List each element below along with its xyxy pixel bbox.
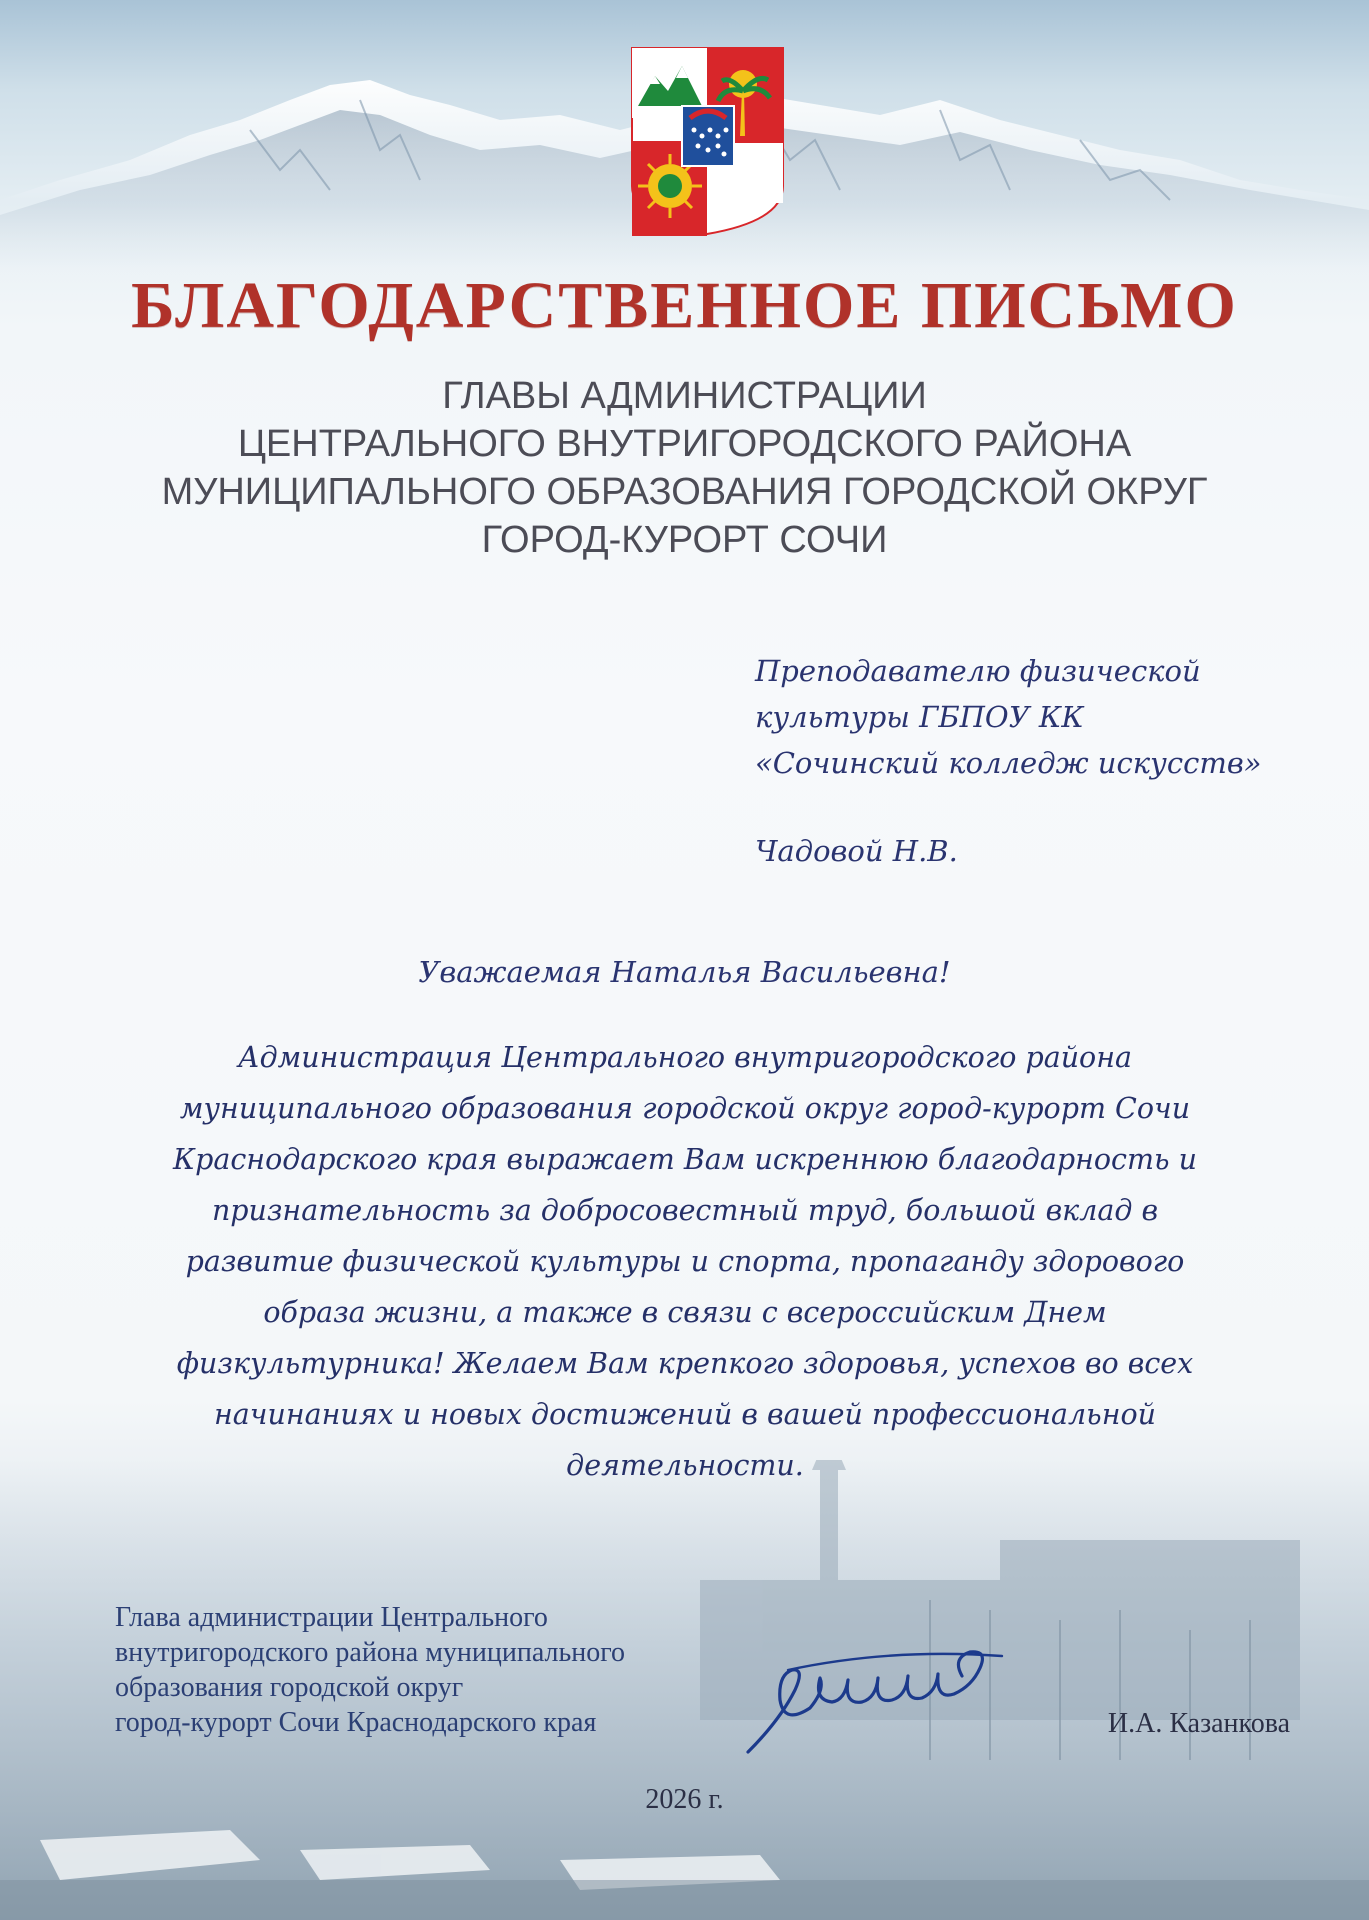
body-line: начинаниях и новых достижений в вашей профессиональной (214, 1398, 1156, 1431)
recipient-line: культуры ГБПОУ КК (755, 700, 1084, 734)
issuer-line: ЦЕНТРАЛЬНОГО ВНУТРИГОРОДСКОГО РАЙОНА (237, 423, 1132, 465)
letter-body (150, 1032, 1220, 1491)
issuer-line: МУНИЦИПАЛЬНОГО ОБРАЗОВАНИЯ ГОРОДСКОЙ ОКРУГ (161, 471, 1208, 513)
sochi-coat-of-arms-emblem (630, 46, 785, 236)
issuer-block (0, 372, 1369, 564)
signatory-position-line: внутригородского района муниципального (115, 1637, 626, 1668)
signatory-position (115, 1600, 755, 1740)
body-line: Краснодарского края выражает Вам искреннюю благодарность и (173, 1143, 1197, 1176)
signatory-position-line: город-курорт Сочи Краснодарского края (115, 1707, 597, 1738)
recipient-name: Чадовой Н.В. (755, 834, 958, 868)
body-line: деятельности. (566, 1449, 804, 1482)
body-line: муниципального образования городской округ город-курорт Сочи (179, 1092, 1191, 1125)
document-year: 2026 г. (645, 1784, 724, 1815)
body-line: физкультурника! Желаем Вам крепкого здоровья, успехов во всех (176, 1347, 1194, 1380)
issuer-line: ГЛАВЫ АДМИНИСТРАЦИИ (442, 375, 927, 417)
body-line: развитие физической культуры и спорта, пропаганду здорового (185, 1245, 1185, 1278)
body-line: Администрация Центрального внутригородского района (238, 1041, 1132, 1074)
recipient-line: Преподавателю физической (755, 654, 1201, 688)
body-line: образа жизни, а также в связи с всероссийским Днем (263, 1296, 1107, 1329)
issuer-line: ГОРОД-КУРОРТ СОЧИ (481, 519, 888, 561)
handwritten-signature (740, 1630, 1010, 1760)
body-line: признательность за добросовестный труд, большой вклад в (211, 1194, 1159, 1227)
signatory-position-line: Глава администрации Центрального (115, 1602, 548, 1633)
document-title: БЛАГОДАРСТВЕННОЕ ПИСЬМО (131, 269, 1238, 342)
recipient-block (755, 648, 1315, 874)
signatory-name: И.А. Казанкова (1107, 1708, 1290, 1739)
salutation: Уважаемая Наталья Васильевна! (418, 955, 951, 989)
recipient-line: «Сочинский колледж искусств» (755, 746, 1262, 780)
signatory-position-line: образования городской округ (115, 1672, 464, 1703)
